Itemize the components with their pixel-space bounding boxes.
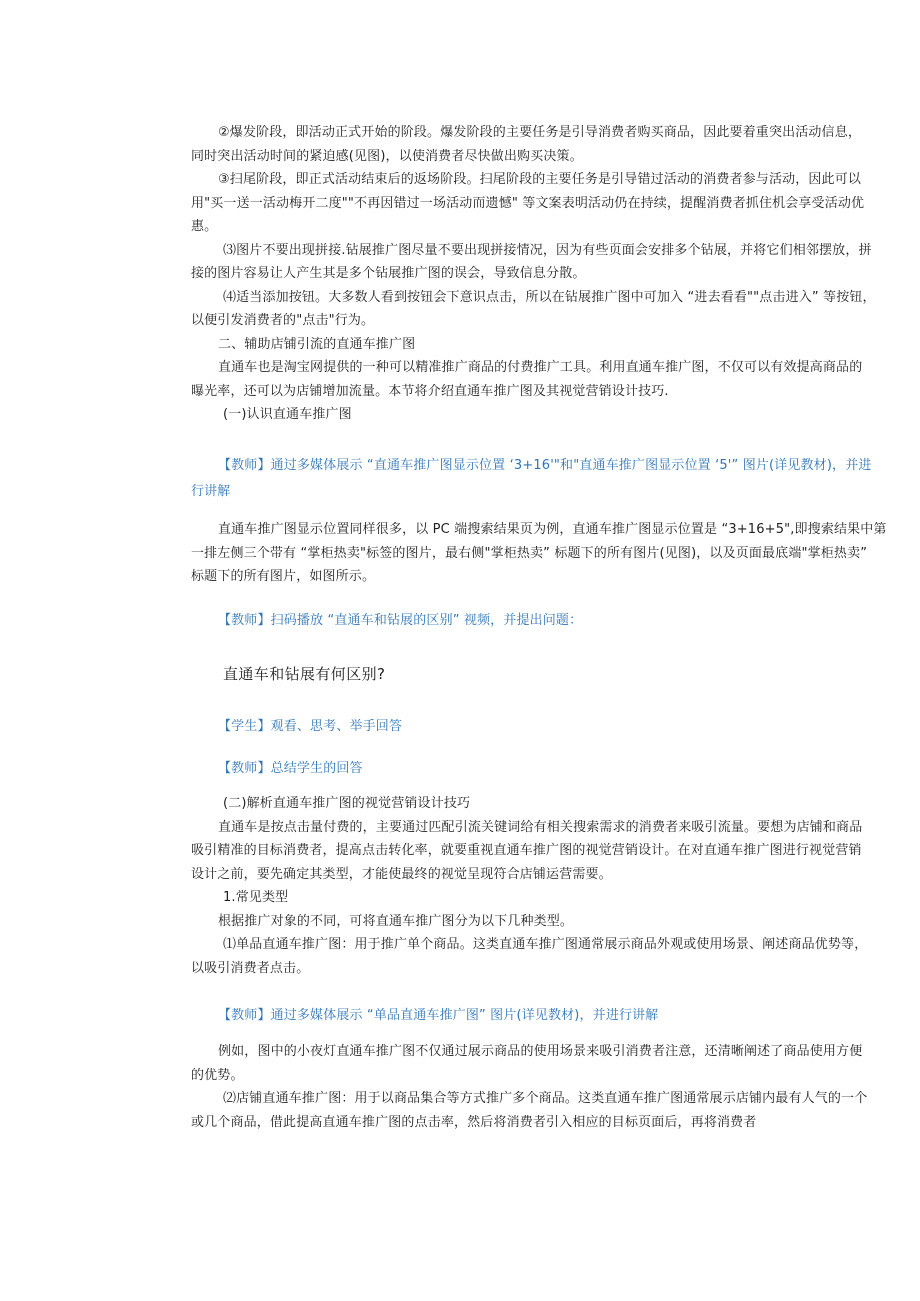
paragraph-line: 接的图片容易让人产生其是多个钻展推广图的误会，导致信息分散。: [191, 266, 586, 281]
teacher-note-line: 【教师】通过多媒体展示 “单品直通车推广图” 图片(详见教材)，并进行讲解: [218, 1008, 659, 1023]
teacher-note-display-positions: [191, 453, 871, 505]
paragraph-line: 例如，图中的小夜灯直通车推广图不仅通过展示商品的使用场景来吸引消费者注意，还清晰阐述了商品使用方便: [218, 1044, 863, 1059]
paragraph-line: 以吸引消费者点击。: [191, 960, 310, 976]
paragraph-line: 根据推广对象的不同，可将直通车推广图分为以下几种类型。: [218, 913, 574, 929]
teacher-note-summary: [191, 756, 871, 782]
paragraph-line: 惠。: [191, 219, 218, 234]
paragraph-line: 一排左侧三个带有 “掌柜热卖"标签的图片，最右侧"掌柜热卖” 标题下的所有图片(见图)，以及页面最底端"掌柜热卖”: [191, 545, 868, 561]
paragraph-line: 吸引精准的目标消费者，提高点击转化率，就要重视直通车推广图的视觉营销设计。在对直通车推广图进行视觉营销: [191, 843, 862, 858]
paragraph-line: 或几个商品，借此提高直通车推广图的点击率，然后将消费者引入相应的目标页面后，再将消费者: [191, 1114, 757, 1130]
paragraph-line: 设计之前，要先确定其类型，才能使最终的视觉呈现符合店铺运营需要。: [191, 866, 612, 882]
teacher-note-single-product: [191, 1003, 871, 1029]
teacher-note-line: 【教师】通过多媒体展示 “直通车推广图显示位置 ‘3+16'"和"直通车推广图显示位置 ‘5'” 图片(详见教材)，并进: [218, 458, 872, 473]
paragraph-line: ⑷适当添加按钮。大多数人看到按钮会下意识点击，所以在钻展推广图中可加入 “进去看看""点击进入” 等按钮，: [223, 289, 876, 305]
text-block-activity-stages: [191, 121, 876, 427]
student-note: [191, 714, 871, 740]
paragraph-line: 同时突出活动时间的紧迫感(见图)，以使消费者尽快做出购买决策。: [191, 148, 583, 164]
paragraph-line: 标题下的所有图片，如图所示。: [191, 569, 376, 584]
list-heading: 1.常见类型: [223, 890, 289, 905]
paragraph-line: 的优势。: [191, 1067, 244, 1083]
paragraph-line: ⑵店铺直通车推广图：用于以商品集合等方式推广多个商品。这类直通车推广图通常展示店铺内最有人气的一个: [223, 1091, 868, 1106]
student-note-line: 【学生】观看、思考、举手回答: [218, 719, 403, 734]
teacher-note-line: 【教师】扫码播放 “直通车和钻展的区别” 视频，并提出问题：: [218, 613, 583, 628]
subsection-heading: (二)解析直通车推广图的视觉营销设计技巧: [223, 796, 471, 811]
subsection-heading: (一)认识直通车推广图: [223, 407, 352, 422]
text-block-store-promotion: [191, 1040, 871, 1134]
paragraph-line: ⑶图片不要出现拼接.钻展推广图尽量不要出现拼接情况，因为有些页面会安排多个钻展，并将它们相邻摆放，拼: [223, 242, 872, 258]
section-heading: 二、辅助店铺引流的直通车推广图: [218, 336, 416, 352]
paragraph-line: ③扫尾阶段，即正式活动结束后的返场阶段。扫尾阶段的主要任务是引导错过活动的消费者参与活动，因此可以: [218, 172, 862, 187]
paragraph-line: 直通车是按点击量付费的，主要通过匹配引流关键词给有相关搜索需求的消费者来吸引流量。要想为店铺和商品: [218, 819, 863, 835]
text-block-design-skills: [191, 792, 871, 980]
text-block-display-positions: [191, 518, 887, 589]
paragraph-line: 直通车推广图显示位置同样很多，以 PC 端搜索结果页为例，直通车推广图显示位置是 “3+16+5",即搜索结果中第: [218, 522, 887, 537]
teacher-note-line: 行讲解: [191, 484, 231, 499]
paragraph-line: ⑴单品直通车推广图：用于推广单个商品。这类直通车推广图通常展示商品外观或使用场景、阐述商品优势等，: [223, 937, 868, 952]
teacher-note-video: [191, 608, 871, 634]
paragraph-line: 用"买一送一活动梅开二度""不再因错过一场活动而遗憾" 等文案表明活动仍在持续，提醒消费者抓住机会享受活动优: [191, 195, 865, 211]
discussion-question: 直通车和钻展有何区别?: [223, 665, 386, 683]
paragraph-line: 直通车也是淘宝网提供的一种可以精准推广商品的付费推广工具。利用直通车推广图，不仅可以有效提高商品的: [218, 360, 863, 375]
paragraph-line: 以便引发消费者的"点击"行为。: [191, 313, 375, 328]
paragraph-line: ②爆发阶段，即活动正式开始的阶段。爆发阶段的主要任务是引导消费者购买商品，因此要着重突出活动信息，: [218, 125, 862, 140]
paragraph-line: 曝光率，还可以为店铺增加流量。本节将介绍直通车推广图及其视觉营销设计技巧.: [191, 383, 669, 399]
teacher-note-line: 【教师】总结学生的回答: [218, 761, 363, 776]
